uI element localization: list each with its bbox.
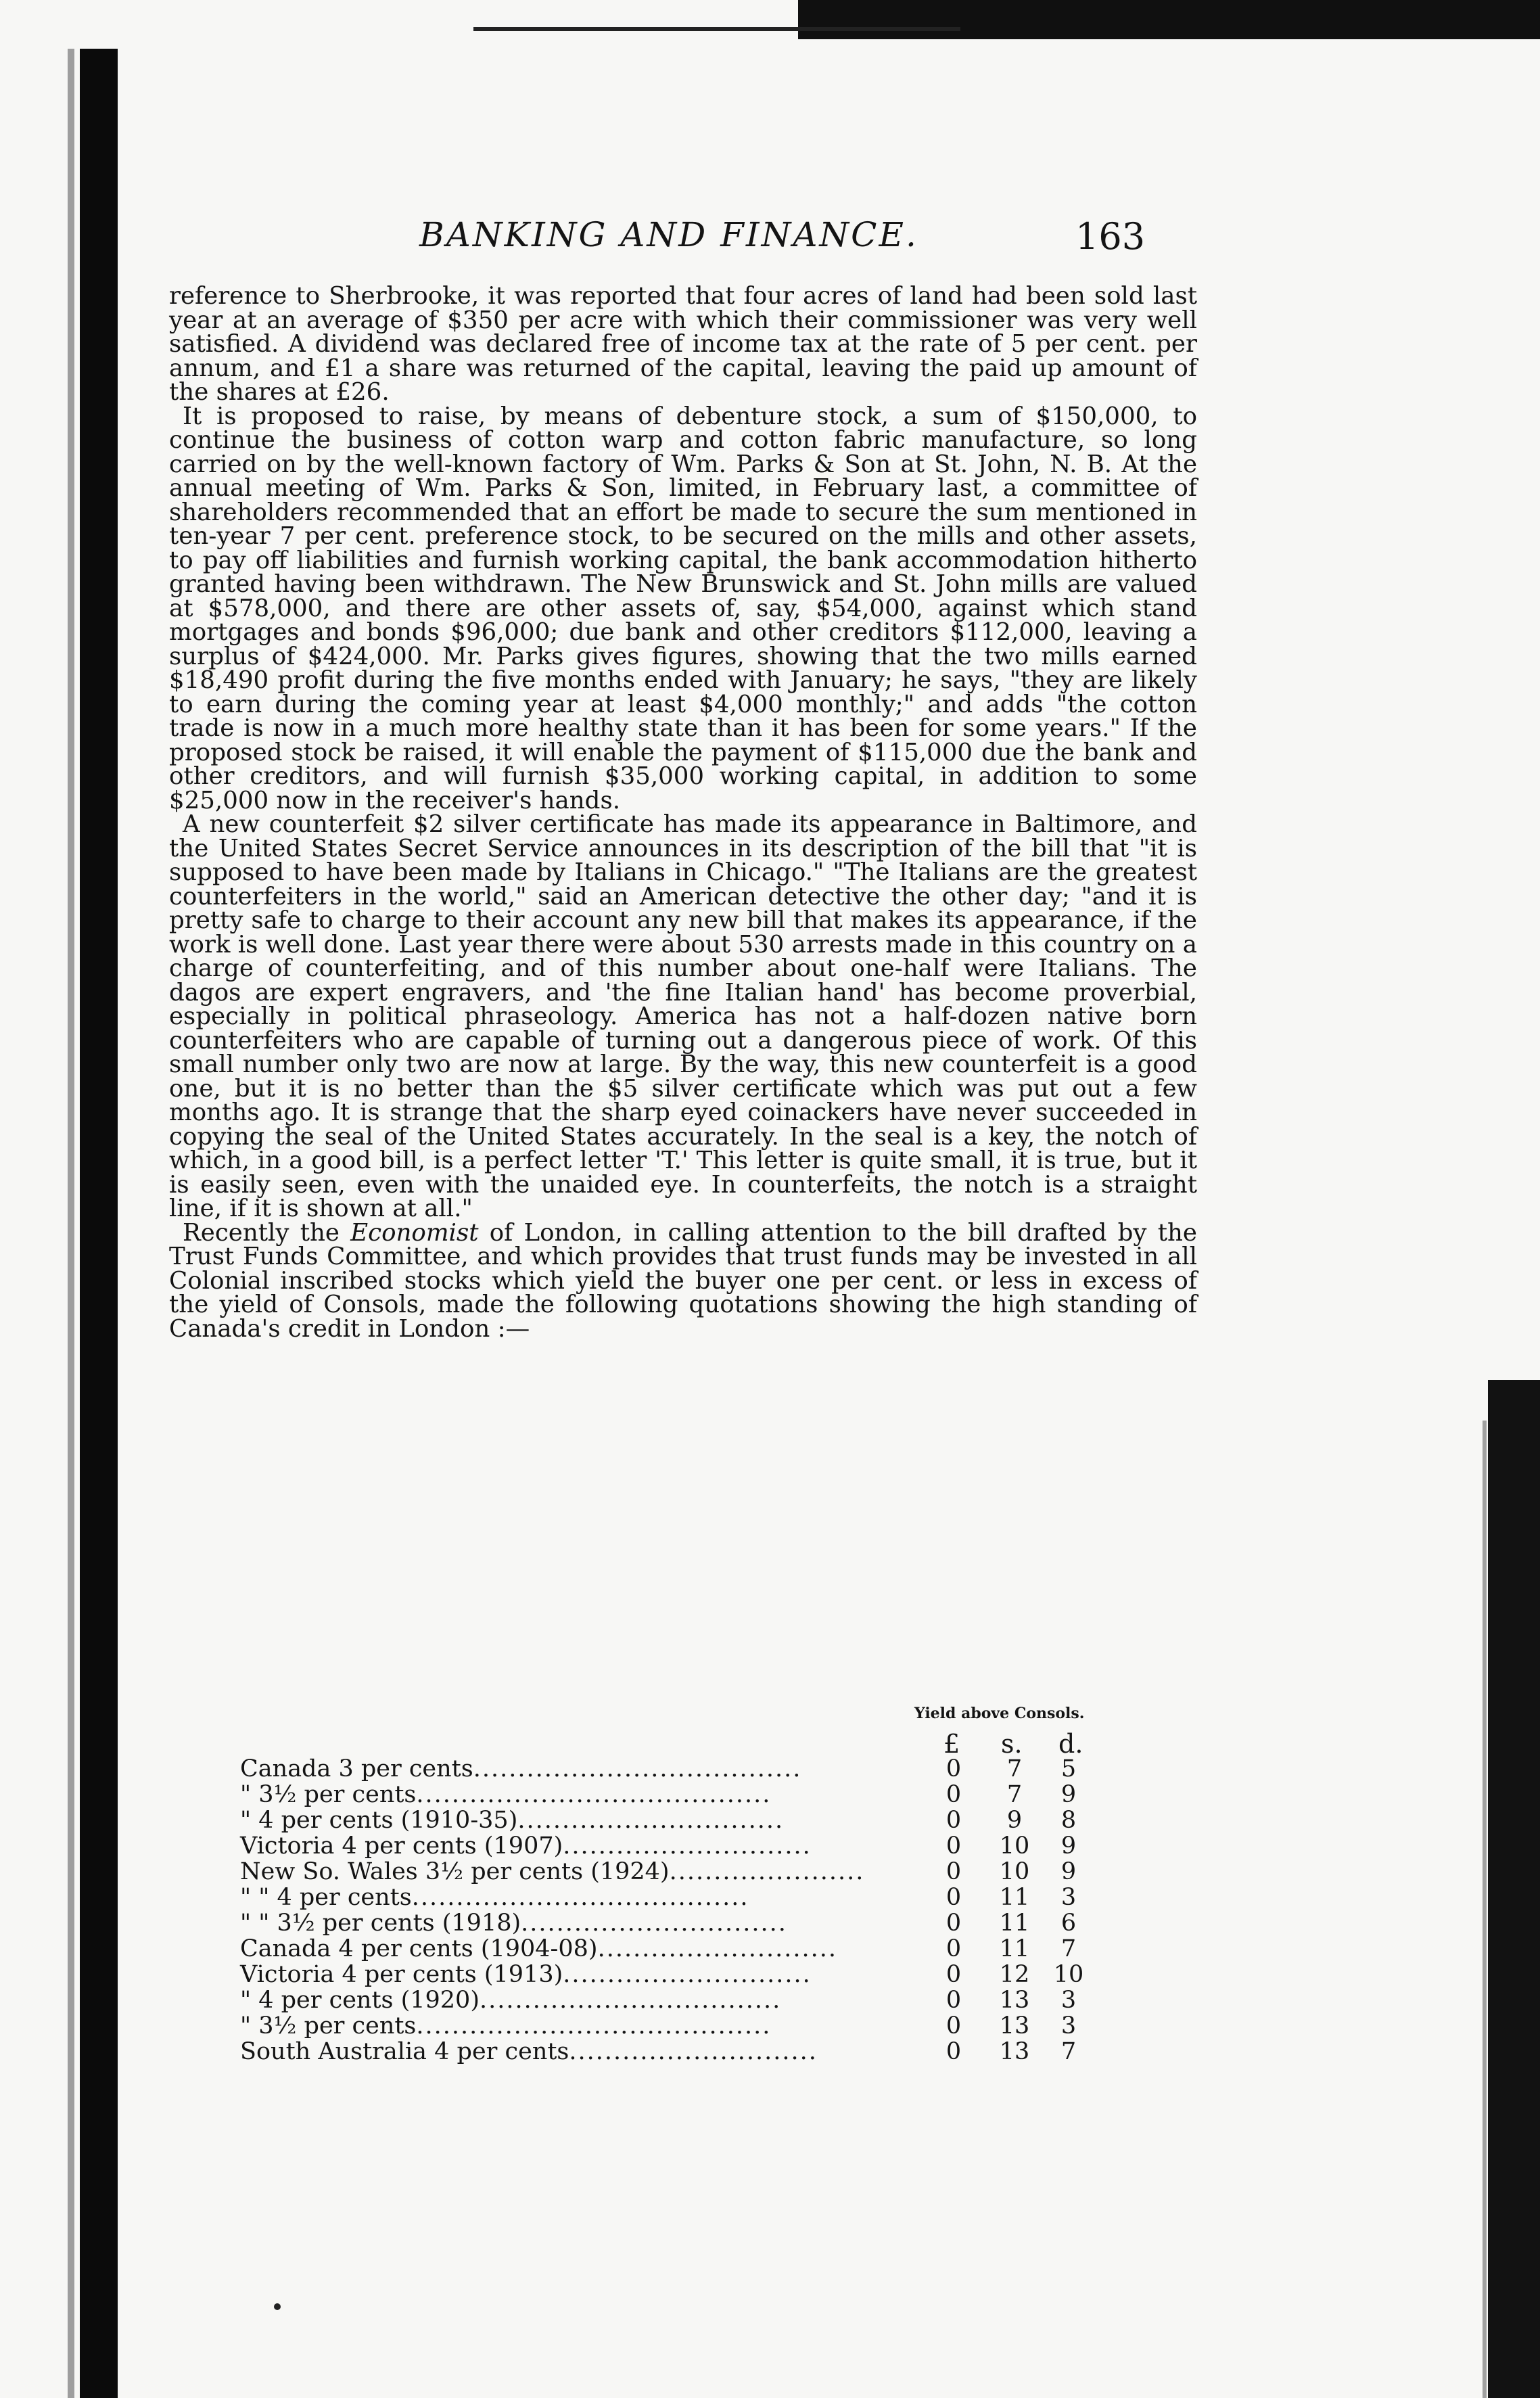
paragraph-text: Recently the: [183, 1218, 351, 1247]
unit-pence: d.: [1058, 1729, 1083, 1759]
cell-shillings: 9: [1006, 1807, 1023, 1834]
cell-pence: 3: [1060, 1987, 1077, 2014]
row-label-text: Victoria 4 per cents (1913): [240, 1961, 563, 1988]
cell-pounds: 0: [946, 1910, 962, 1937]
unit-shillings: s.: [1001, 1729, 1023, 1759]
row-label-text: " 4 per cents (1910-35): [240, 1807, 518, 1834]
leader-dots: ........................................: [416, 1781, 772, 1808]
cell-shillings: 12: [999, 1961, 1030, 1988]
cell-shillings: 10: [999, 1858, 1030, 1885]
table-row: [240, 1755, 1133, 1781]
leader-dots: ........................................: [416, 2012, 772, 2039]
cell-shillings: 13: [999, 2038, 1030, 2065]
paragraph-text: of London, in calling attention to the bill drafted by the Trust Funds Committee, and which provides that trust funds may be invested in all Colonial inscribed stocks which yield the buyer one per cent. or less in excess of the yield of Consols, made the following quotations showing the high standing of Canada's credit in London :—: [169, 1218, 1197, 1343]
yield-table: [240, 1755, 1133, 2064]
row-label-text: Canada 3 per cents: [240, 1755, 473, 1782]
cell-pence: 9: [1060, 1781, 1077, 1808]
table-row: [240, 1987, 1133, 2012]
leader-dots: ...........................: [597, 1935, 837, 1962]
cell-pounds: 0: [946, 1807, 962, 1834]
scan-rule-top: [473, 27, 960, 31]
page-number: 163: [1075, 215, 1146, 258]
cell-pence: 10: [1053, 1961, 1084, 1988]
row-label: [240, 1832, 812, 1860]
cell-shillings: 13: [999, 1987, 1030, 2014]
table-row: [240, 1910, 1133, 1935]
cell-pounds: 0: [946, 1961, 962, 1988]
leader-dots: ............................: [563, 1832, 812, 1860]
publication-title: Economist: [350, 1218, 479, 1247]
cell-pence: 7: [1060, 2038, 1077, 2065]
cell-pence: 8: [1060, 1807, 1077, 1834]
cell-pounds: 0: [946, 1858, 962, 1885]
row-label-text: " 3½ per cents: [240, 2012, 417, 2039]
cell-pence: 6: [1060, 1910, 1077, 1937]
cell-pence: 5: [1060, 1755, 1077, 1782]
table-row: [240, 1935, 1133, 1961]
row-label: [240, 1884, 749, 1911]
row-label-text: " " 3½ per cents (1918): [240, 1910, 521, 1937]
cell-pounds: 0: [946, 1935, 962, 1962]
table-row: [240, 1832, 1133, 1858]
paragraph: [169, 1218, 1197, 1343]
cell-pounds: 0: [946, 1781, 962, 1808]
cell-shillings: 11: [999, 1910, 1030, 1937]
cell-pence: 3: [1060, 1884, 1077, 1911]
row-label: [240, 1858, 864, 1885]
paragraph: It is proposed to raise, by means of debenture stock, a sum of $150,000, to continue the business of cotton warp and cotton fabric manufacture, so long carried on by the well-known factory of Wm. Parks & Son at St. John, N. B. At the annual meeting of Wm. Parks & Son, limited, in February last, a committee of shareholders recommended that an effort be made to secure the sum mentioned in ten-year 7 per cent. preference stock, to be secured on the mills and other assets, to pay off liabilities and furnish working capital, the bank accommodation hitherto granted having been withdrawn. The New Brunswick and St. John mills are valued at $578,000, and there are other assets of, say, $54,000, against which stand mortgages and bonds $96,000; due bank and other creditors $112,000, leaving a surplus of $424,000. Mr. Parks gives figures, showing that the two mills earned $18,490 profit during the five months ended with January; he says, "they are likely to earn during the coming year at least $4,000 monthly;" and adds "the cotton trade is now in a much more healthy state than it has been for some years." If the proposed stock be raised, it will enable the payment of $115,000 due the bank and other creditors, and will furnish $35,000 working capital, in addition to some $25,000 now in the receiver's hands.: [169, 402, 1197, 814]
table-row: [240, 1858, 1133, 1884]
table-row: [240, 1961, 1133, 1987]
cell-pounds: 0: [946, 1884, 962, 1911]
cell-pounds: 0: [946, 1755, 962, 1782]
scan-speck: [274, 2303, 281, 2310]
paragraph: reference to Sherbrooke, it was reported that four acres of land had been sold last year at an average of $350 per acre with which their commissioner was very well satisfied. A dividend was declared free of income tax at the rate of 5 per cent. per annum, and £1 a share was returned of the capital, leaving the paid up amount of the shares at £26.: [169, 282, 1197, 406]
row-label-text: " 3½ per cents: [240, 1781, 417, 1808]
row-label: [240, 1781, 771, 1808]
row-label: [240, 2038, 818, 2065]
row-label-text: " " 4 per cents: [240, 1884, 412, 1911]
cell-shillings: 10: [999, 1832, 1030, 1860]
cell-pounds: 0: [946, 2038, 962, 2065]
table-row: [240, 2012, 1133, 2038]
leader-dots: ..................................: [479, 1987, 782, 2014]
scan-edge-left: [80, 49, 118, 2398]
leader-dots: ......................................: [411, 1884, 749, 1911]
cell-shillings: 13: [999, 2012, 1030, 2039]
cell-pounds: 0: [946, 1987, 962, 2014]
leader-dots: ............................: [569, 2038, 818, 2065]
row-label: [240, 1987, 781, 2014]
row-label-text: New So. Wales 3½ per cents (1924): [240, 1858, 670, 1885]
article-body: [169, 284, 1197, 1341]
cell-shillings: 11: [999, 1884, 1030, 1911]
row-label-text: " 4 per cents (1920): [240, 1987, 480, 2014]
table-row: [240, 2038, 1133, 2064]
row-label: [240, 1935, 837, 1962]
leader-dots: .....................................: [473, 1755, 802, 1782]
unit-pounds: £: [943, 1729, 960, 1759]
table-row: [240, 1807, 1133, 1832]
row-label: [240, 2012, 771, 2039]
cell-shillings: 7: [1006, 1755, 1023, 1782]
row-label-text: Victoria 4 per cents (1907): [240, 1832, 563, 1860]
row-label-text: South Australia 4 per cents: [240, 2038, 569, 2065]
cell-pounds: 0: [946, 2012, 962, 2039]
cell-shillings: 11: [999, 1935, 1030, 1962]
running-header: BANKING AND FINANCE.: [419, 215, 918, 254]
cell-pence: 7: [1060, 1935, 1077, 1962]
row-label-text: Canada 4 per cents (1904-08): [240, 1935, 598, 1962]
row-label: [240, 1910, 787, 1937]
cell-shillings: 7: [1006, 1781, 1023, 1808]
leader-dots: ..............................: [521, 1910, 787, 1937]
cell-pence: 9: [1060, 1832, 1077, 1860]
table-heading: Yield above Consols.: [914, 1705, 1085, 1722]
table-row: [240, 1781, 1133, 1807]
row-label: [240, 1807, 784, 1834]
scan-edge-top: [798, 0, 1540, 39]
leader-dots: ..............................: [517, 1807, 785, 1834]
cell-pence: 3: [1060, 2012, 1077, 2039]
leader-dots: ............................: [563, 1961, 812, 1988]
paragraph: A new counterfeit $2 silver certificate has made its appearance in Baltimore, and the United States Secret Service announces in its description of the bill that "it is supposed to have been made by Italians in Chicago." "The Italians are the greatest counterfeiters in the world," said an American detective the other day; "and it is pretty safe to charge to their account any new bill that makes its appearance, if the work is well done. Last year there were about 530 arrests made in this country on a charge of counterfeiting, and of this number about one-half were Italians. The dagos are expert engravers, and 'the fine Italian hand' has become proverbial, especially in political phraseology. America has not a half-dozen native born counterfeiters who are capable of turning out a dangerous piece of work. Of this small number only two are now at large. By the way, this new counterfeit is a good one, but it is no better than the $5 silver certificate which was put out a few months ago. It is strange that the sharp eyed coinackers have never succeeded in copying the seal of the United States accurately. In the seal is a key, the notch of which, in a good bill, is a perfect letter 'T.' This letter is quite small, it is true, but it is easily seen, even with the unaided eye. In counterfeits, the notch is a straight line, if it is shown at all.": [169, 810, 1197, 1222]
cell-pounds: 0: [946, 1832, 962, 1860]
row-label: [240, 1755, 801, 1782]
row-label: [240, 1961, 812, 1988]
scan-edge-left-shadow: [68, 49, 74, 2398]
table-row: [240, 1884, 1133, 1910]
scan-edge-right-shadow: [1483, 1421, 1487, 2398]
leader-dots: ......................: [669, 1858, 865, 1885]
cell-pence: 9: [1060, 1858, 1077, 1885]
scan-edge-right: [1488, 1380, 1540, 2398]
